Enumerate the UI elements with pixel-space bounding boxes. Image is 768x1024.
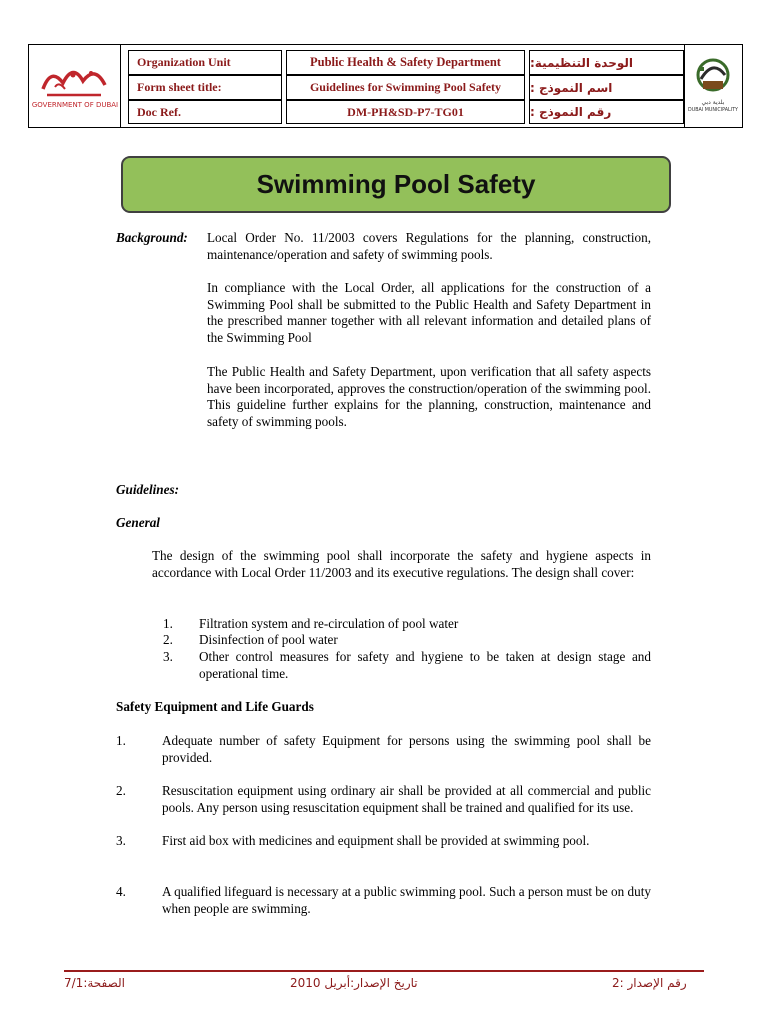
footer-issue-number: رقم الإصدار :2 <box>612 976 687 990</box>
doc-ref-arabic: رقم النموذج : <box>529 100 684 124</box>
dubai-municipality-emblem-icon <box>685 45 741 125</box>
safety-item-4-text: A qualified lifeguard is necessary at a public swimming pool. Such a person must be on duty when people are swimming. <box>162 884 651 916</box>
document-header <box>28 44 743 128</box>
safety-item-2-text: Resuscitation equipment using ordinary air shall be provided at all commercial and public pools. Any person using resuscitation equipment shall be trained and qualified for its use. <box>162 783 651 815</box>
org-unit-arabic: الوحدة التنظيمية: <box>529 50 684 75</box>
general-item-1-text: Filtration system and re-circulation of pool water <box>199 616 459 631</box>
form-title-arabic: اسم النموذج : <box>529 75 684 100</box>
doc-ref-label: Doc Ref. <box>128 100 282 124</box>
background-paragraph-2: In compliance with the Local Order, all applications for the construction of a Swimming Pool shall be submitted to the Public Health and Safety Department in the prescribed manner together with all relevant information and detailed plans of the Swimming Pool <box>207 280 651 345</box>
safety-heading: Safety Equipment and Life Guards <box>116 699 314 714</box>
footer-issue-date: تاريخ الإصدار:أبريل 2010 <box>290 976 418 990</box>
doc-ref-value: DM-PH&SD-P7-TG01 <box>286 100 525 124</box>
safety-item-3-text: First aid box with medicines and equipment shall be provided at swimming pool. <box>162 833 590 848</box>
right-logo-arabic: بلدية دبي <box>701 99 725 106</box>
general-item-3-number: 3. <box>163 649 173 664</box>
background-label: Background: <box>116 230 188 245</box>
background-paragraph-3: The Public Health and Safety Department, upon verification that all safety aspects have been incorporated, approves the construction/operation of the swimming pool. This guideline further explains for the planning, construction, maintenance and safety of swimming pools. <box>207 364 651 429</box>
guidelines-heading: Guidelines: <box>116 482 180 497</box>
general-item-3-text: Other control measures for safety and hygiene to be taken at design stage and operational time. <box>199 649 651 681</box>
org-unit-value: Public Health & Safety Department <box>286 50 525 75</box>
safety-item-1-number: 1. <box>116 733 126 748</box>
dubai-municipality-logo <box>684 45 742 127</box>
government-of-dubai-logo <box>29 45 121 127</box>
general-intro: The design of the swimming pool shall incorporate the safety and hygiene aspects in accordance with Local Order 11/2003 and its executive regulations. The design shall cover: <box>152 548 651 580</box>
safety-item-4-number: 4. <box>116 884 126 899</box>
general-item-2-text: Disinfection of pool water <box>199 632 338 647</box>
dubai-government-emblem-icon <box>29 45 119 125</box>
safety-item-1-text: Adequate number of safety Equipment for persons using the swimming pool shall be provided. <box>162 733 651 765</box>
safety-item-2-number: 2. <box>116 783 126 798</box>
general-item-2-number: 2. <box>163 632 173 647</box>
footer-divider <box>64 970 704 972</box>
general-item-1-number: 1. <box>163 616 173 631</box>
page-title-banner <box>121 156 671 213</box>
form-title-value: Guidelines for Swimming Pool Safety <box>286 75 525 100</box>
safety-item-3-number: 3. <box>116 833 126 848</box>
page-title: Swimming Pool Safety <box>256 169 536 199</box>
footer-page-number: الصفحة:7/1 <box>64 976 126 990</box>
org-unit-label: Organization Unit <box>128 50 282 75</box>
form-title-label: Form sheet title: <box>128 75 282 100</box>
general-heading: General <box>116 515 160 530</box>
background-paragraph-1: Local Order No. 11/2003 covers Regulations for the planning, construction, maintenance/operation and safety of swimming pools. <box>207 230 651 262</box>
right-logo-caption: DUBAI MUNICIPALITY <box>688 108 738 113</box>
header-info-grid <box>128 50 684 124</box>
left-logo-caption: GOVERNMENT OF DUBAI <box>31 101 119 109</box>
